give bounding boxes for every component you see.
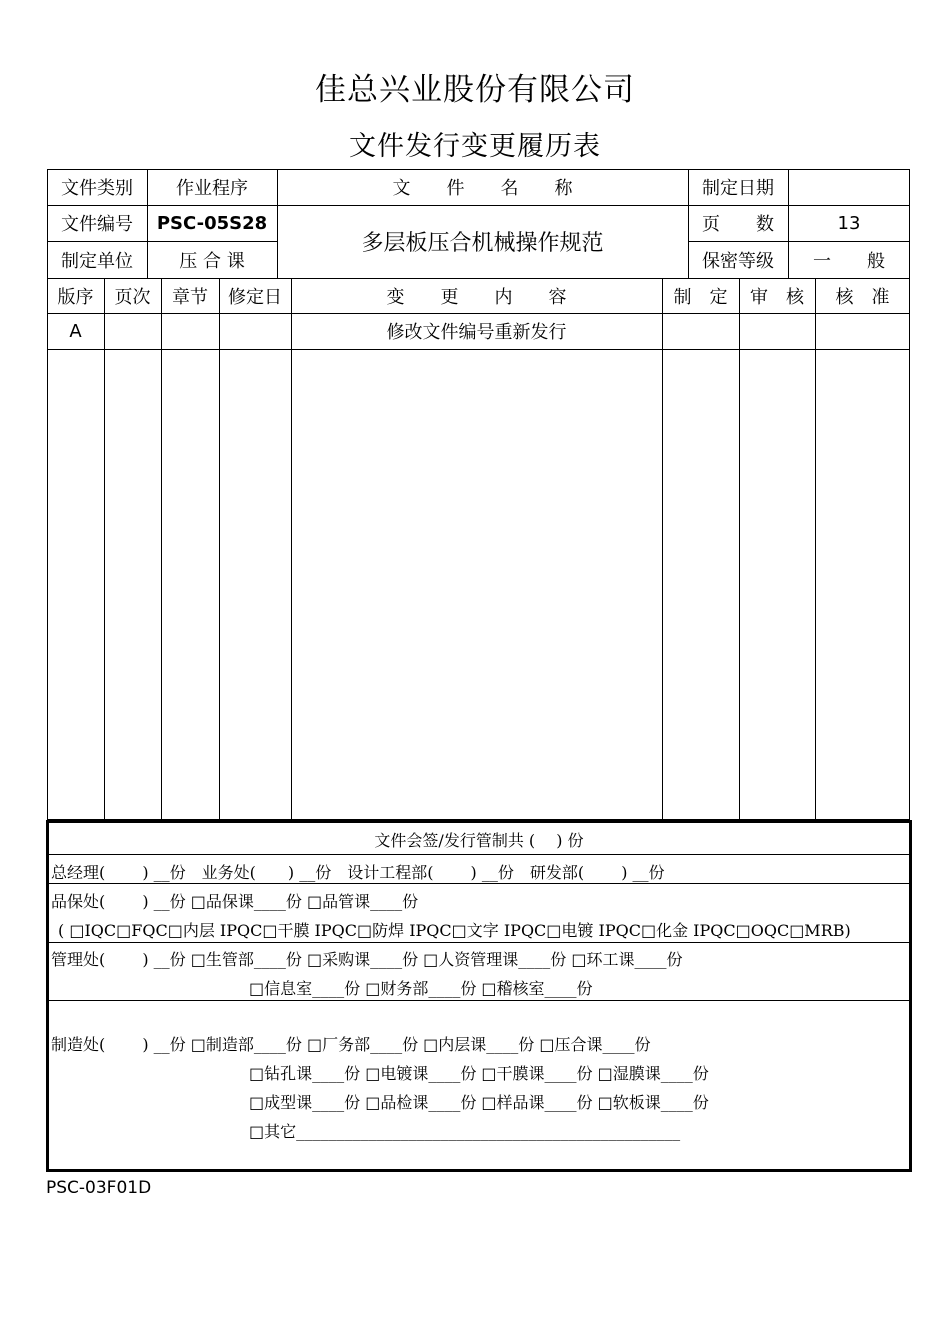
distribution-line-other: □其它________________________________________________ — [249, 1122, 681, 1141]
distribution-line-gm: 总经理( ) __份 业务处( ) __份 设计工程部( ) __份 研发部( ) __份 — [51, 863, 665, 882]
col-header-reviewed-by: 审 核 — [750, 286, 804, 308]
history-divider — [739, 278, 740, 820]
company-name: 佳总兴业股份有限公司 — [315, 72, 635, 108]
set-date-label: 制定日期 — [702, 178, 774, 199]
distribution-line-admin: 管理处( ) __份 □生管部____份 □采购课____份 □人资管理课____份 □环工课____份 — [51, 950, 683, 969]
row1-change-content: 修改文件编号重新发行 — [386, 322, 567, 343]
doc-type-value: 作业程序 — [176, 178, 248, 199]
row1-approved-by — [815, 313, 910, 349]
set-date-value — [788, 169, 910, 205]
distribution-divider — [48, 942, 910, 943]
distribution-line-mfg: 制造处( ) __份 □制造部____份 □厂务部____份 □内层课____份 □压合课____份 — [51, 1035, 651, 1054]
distribution-line-qc: ( □IQC□FQC□内层 IPQC□干膜 IPQC□防焊 IPQC□文字 IPQC□电镀 IPQC□化金 IPQC□OQC□MRB) — [58, 921, 851, 940]
distribution-line-mfg-3: □成型课____份 □品检课____份 □样品课____份 □软板课____份 — [249, 1093, 709, 1112]
history-divider — [219, 278, 220, 820]
col-header-change-content: 变 更 内 容 — [386, 286, 567, 308]
secret-value: 一 般 — [813, 250, 885, 272]
distribution-title: 文件会签/发行管制共 ( ) 份 — [374, 831, 584, 850]
history-divider — [104, 278, 105, 820]
row1-made-by — [662, 313, 739, 349]
doc-no-value: PSC-05S28 — [156, 212, 268, 234]
history-divider — [662, 278, 663, 820]
row1-page — [104, 313, 161, 349]
distribution-divider — [48, 854, 910, 855]
pages-value: 13 — [837, 212, 861, 234]
col-header-made-by: 制 定 — [673, 286, 728, 308]
doc-name-label: 文 件 名 称 — [392, 178, 573, 199]
col-header-page: 页次 — [114, 286, 151, 308]
col-header-approved-by: 核 准 — [835, 286, 890, 308]
distribution-divider — [48, 883, 910, 884]
row1-chapter — [161, 313, 219, 349]
col-header-version: 版序 — [57, 286, 94, 308]
row1-reviewed-by — [739, 313, 815, 349]
pages-label: 页 数 — [702, 214, 774, 235]
distribution-line-mfg-2: □钻孔课____份 □电镀课____份 □干膜课____份 □湿膜课____份 — [249, 1064, 709, 1083]
col-header-revise-date: 修定日 — [228, 286, 282, 308]
row1-version: A — [69, 320, 82, 342]
doc-name-value: 多层板压合机械操作规范 — [361, 231, 604, 256]
col-header-chapter: 章节 — [172, 286, 208, 308]
doc-type-label: 文件类别 — [61, 178, 133, 199]
history-divider — [291, 278, 292, 820]
row1-revise-date — [219, 313, 291, 349]
unit-label: 制定单位 — [61, 250, 133, 272]
form-title: 文件发行变更履历表 — [349, 131, 601, 162]
distribution-line-qa: 品保处( ) __份 □品保课____份 □品管课____份 — [51, 892, 419, 911]
form-code: PSC-03F01D — [46, 1178, 152, 1198]
unit-value: 压 合 课 — [179, 250, 245, 272]
history-divider — [47, 349, 910, 350]
secret-label: 保密等级 — [702, 250, 774, 272]
distribution-line-admin-2: □信息室____份 □财务部____份 □稽核室____份 — [249, 979, 593, 998]
history-table-border — [47, 278, 910, 820]
distribution-divider — [48, 1000, 910, 1001]
history-divider — [161, 278, 162, 820]
doc-no-label: 文件编号 — [61, 214, 133, 235]
history-divider — [815, 278, 816, 820]
